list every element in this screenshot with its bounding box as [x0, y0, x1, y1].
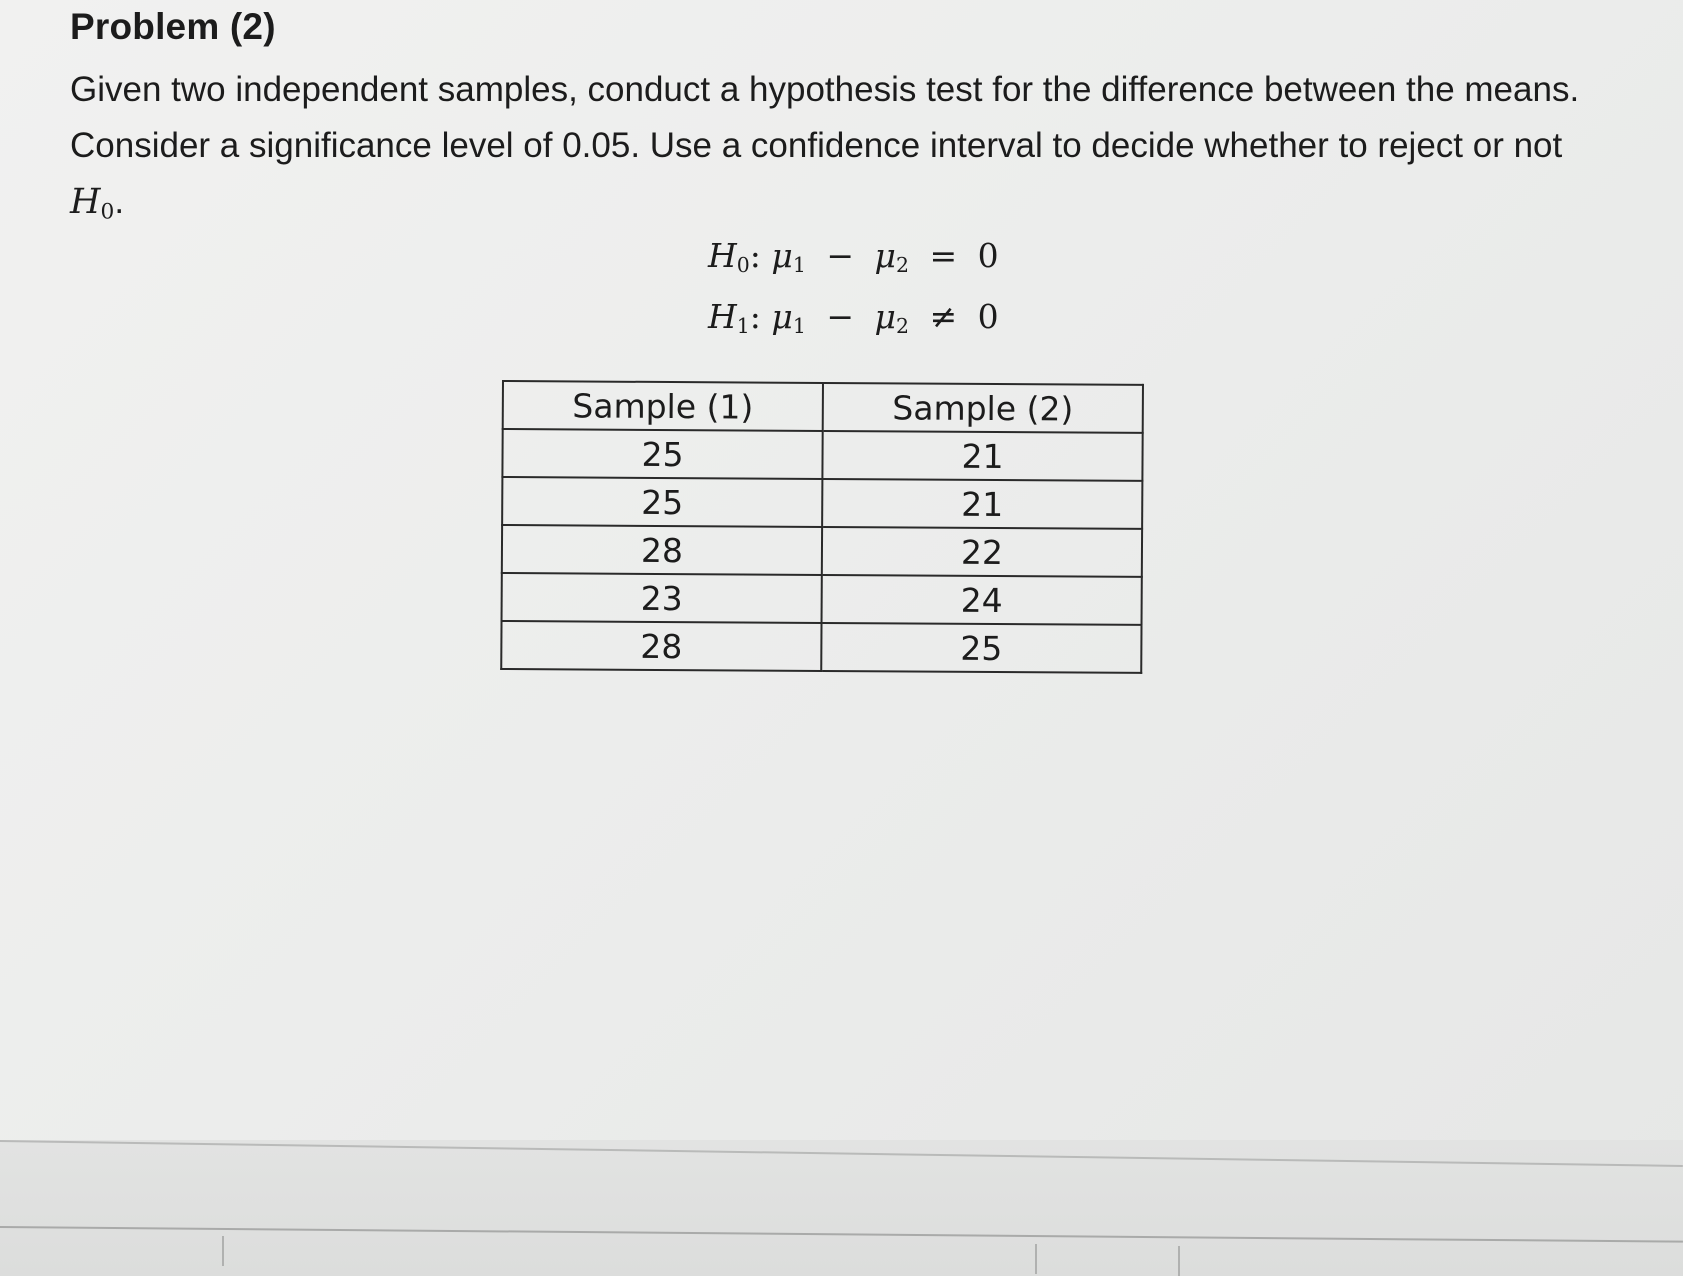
- hyp-rhs: 0: [977, 236, 999, 275]
- h0-letter: H: [70, 182, 101, 222]
- sample-1-value: 25: [502, 429, 822, 479]
- sample-1-value: 28: [501, 621, 821, 671]
- h0-subscript: 0: [100, 199, 115, 225]
- sample-2-value: 21: [822, 479, 1142, 529]
- table-row: [502, 573, 1142, 625]
- table-header-row: [503, 381, 1143, 433]
- bezel-mark: [1178, 1246, 1180, 1276]
- sample-1-value: 25: [502, 477, 822, 527]
- problem-title: Problem (2): [70, 6, 276, 47]
- h0-symbol: [70, 182, 115, 225]
- h0-period: .: [114, 182, 125, 221]
- sample-2-value: 22: [822, 527, 1142, 577]
- mu1-sub: 1: [792, 314, 806, 339]
- table-row: [501, 621, 1141, 673]
- statement-line-2: Consider a significance level of 0.05. Use a confidence interval to decide whether to reject or not: [70, 126, 1563, 165]
- table-row: [502, 429, 1142, 481]
- samples-table: [500, 380, 1144, 674]
- mu1-symbol: μ: [771, 297, 793, 337]
- mu2-symbol: μ: [874, 297, 896, 337]
- null-hypothesis: $H_0$: $\mu_1 - \mu_2 = 0$: [708, 236, 999, 278]
- sample-1-value: 28: [502, 525, 822, 575]
- mu1-symbol: μ: [771, 236, 793, 275]
- statement-line-1: Given two independent samples, conduct a hypothesis test for the difference between the means.: [70, 70, 1580, 109]
- hypotheses-block: [708, 230, 999, 352]
- relation-operator: ≠: [929, 297, 958, 337]
- minus-operator: −: [826, 236, 855, 275]
- sample-2-value: 21: [822, 431, 1142, 481]
- mu2-sub: 2: [896, 253, 910, 278]
- mu2-sub: 2: [896, 314, 910, 339]
- bezel-mark: [222, 1236, 224, 1266]
- sample-1-value: 23: [502, 573, 822, 623]
- table-row: [502, 525, 1142, 577]
- header-sample-2: Sample (2): [823, 383, 1143, 433]
- table-row: [502, 477, 1142, 529]
- sample-2-value: 24: [822, 575, 1142, 625]
- header-sample-1: Sample (1): [503, 381, 823, 431]
- minus-operator: −: [826, 297, 855, 337]
- alternative-hypothesis: $H_1$: $\mu_1 - \mu_2 \ne 0$: [708, 297, 999, 339]
- mu1-sub: 1: [792, 253, 806, 278]
- mu2-symbol: μ: [874, 236, 896, 275]
- relation-operator: =: [929, 236, 958, 275]
- bezel-mark: [1035, 1244, 1037, 1274]
- hyp-label: H: [708, 236, 737, 275]
- problem-statement: [70, 62, 1630, 240]
- hyp-label-sub: 1: [736, 314, 750, 339]
- hyp-rhs: 0: [977, 297, 999, 337]
- sample-2-value: 25: [821, 623, 1141, 673]
- hyp-label-sub: 0: [736, 253, 750, 278]
- hyp-label: H: [708, 297, 737, 337]
